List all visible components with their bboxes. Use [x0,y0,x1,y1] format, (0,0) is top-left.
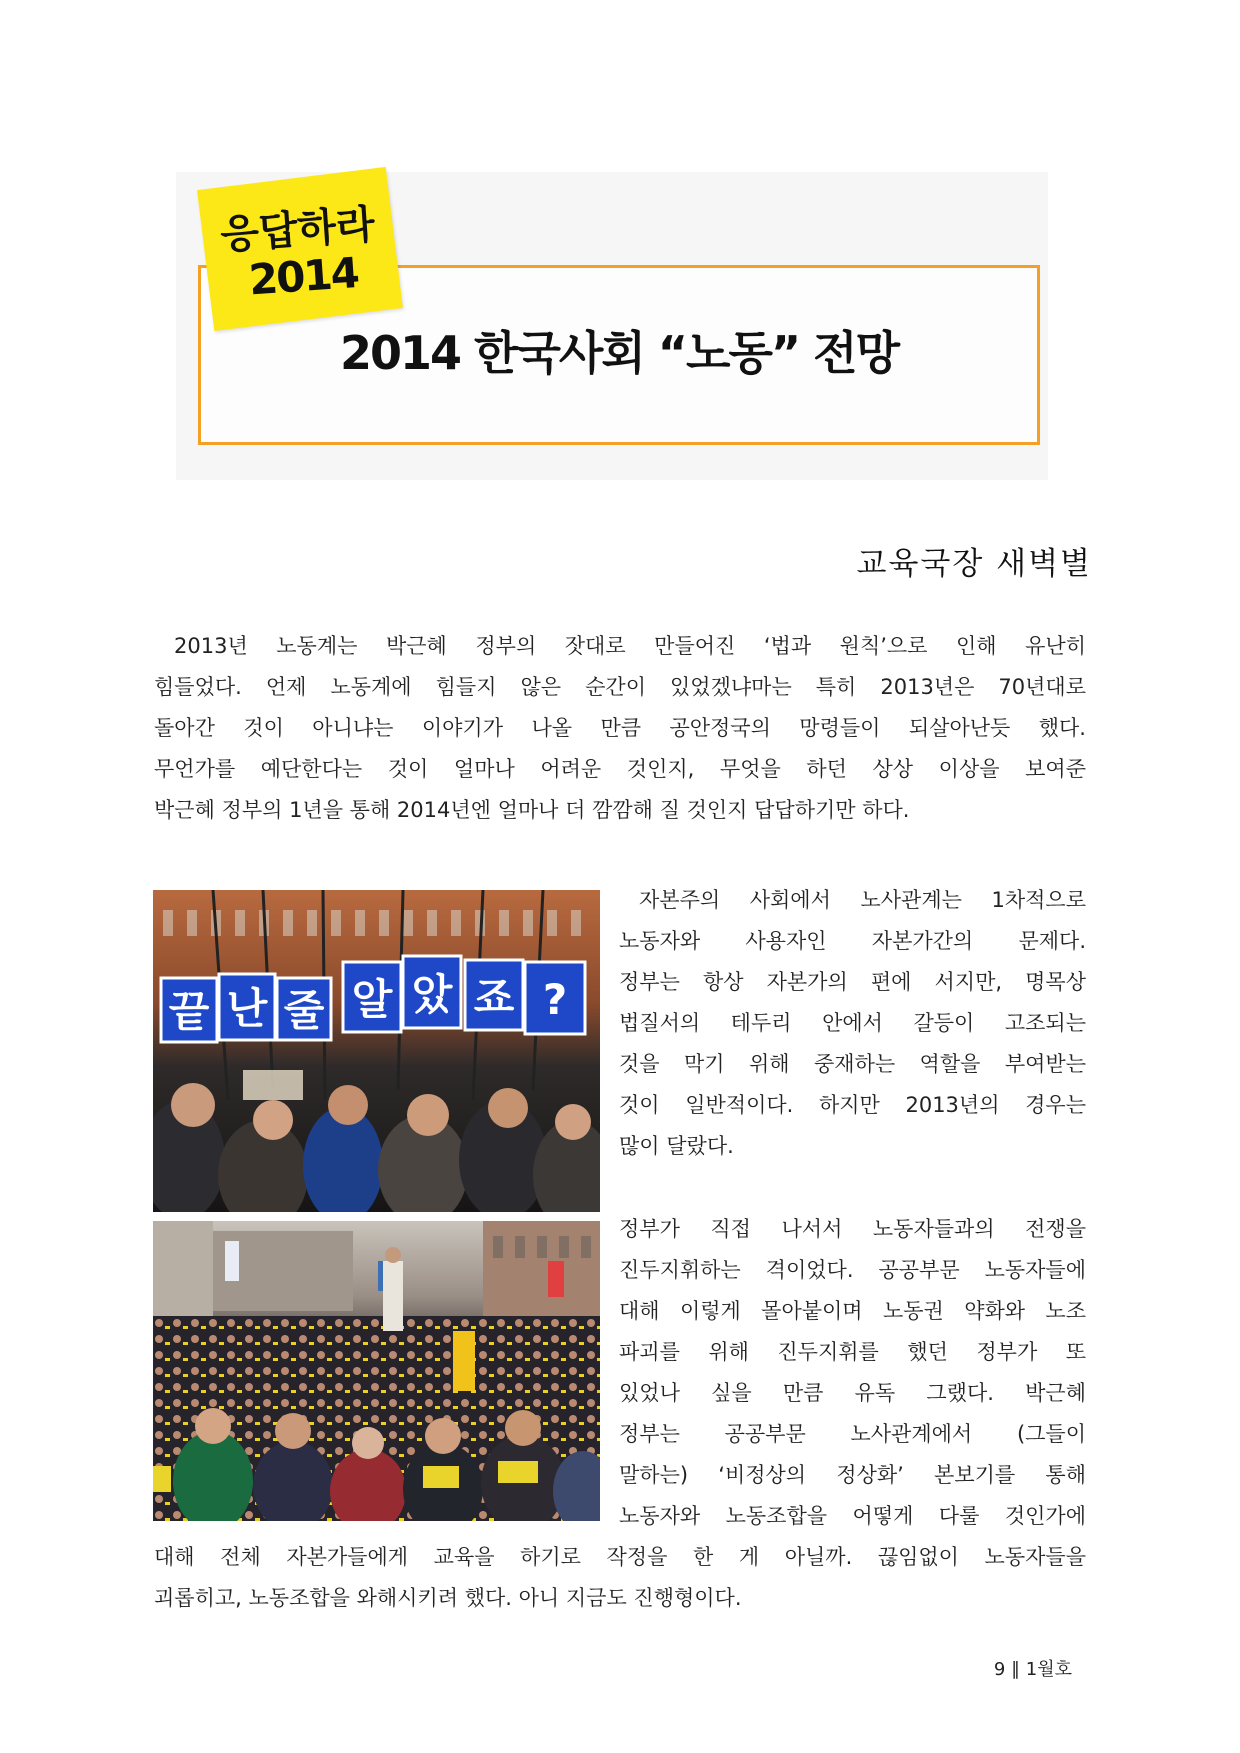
text-line: 것을 막기 위해 중재하는 역할을 부여받는 [619,1052,1086,1076]
text-line: 정부가 직접 나서서 노동자들과의 전쟁을 [619,1217,1086,1241]
text-line: 노동자와 노동조합을 어떻게 다룰 것인가에 [619,1504,1086,1528]
section-tag-line1: 응답하라 [218,201,377,259]
text-line: 2013년 노동계는 박근혜 정부의 잣대로 만들어진 ‘법과 원칙’으로 인해 유난히 [174,634,1086,658]
page-number: 9 [993,1659,1006,1680]
paragraph-1 [154,626,1086,831]
protest-photo-crowd-image [153,1221,600,1521]
sign-char: 난 [226,984,268,1033]
text-line: 있었나 싶을 만큼 유독 그랬다. 박근혜 [619,1381,1086,1405]
text-line: 법질서의 테두리 안에서 갈등이 고조되는 [619,1011,1086,1035]
text-line: 노동자와 사용자인 자본가간의 문제다. [619,929,1086,953]
text-line: 정부는 공공부문 노사관계에서 (그들이 [619,1422,1086,1446]
section-tag [197,167,403,331]
paragraph-4 [154,1537,1086,1619]
sign-char: 알 [351,975,393,1024]
article-title: 2014 한국사회 “노동” 전망 [339,326,899,380]
sign-char: 끝 [168,987,210,1036]
text-line: 말하는) ‘비정상의 정상화’ 본보기를 통해 [619,1463,1086,1487]
protest-photo-signs-image [153,890,600,1212]
text-line: 진두지휘하는 격이었다. 공공부문 노동자들에 [619,1258,1086,1282]
protest-photo-crowd [153,1221,600,1521]
page-footer [994,1655,1072,1681]
text-line: 파괴를 위해 진두지휘를 했던 정부가 또 [619,1340,1086,1364]
text-line: 괴롭히고, 노동조합을 와해시키려 했다. 아니 지금도 진행형이다. [154,1586,742,1610]
sign-char: 았 [411,970,453,1019]
text-line: 자본주의 사회에서 노사관계는 1차적으로 [639,888,1086,912]
text-line: 정부는 항상 자본가의 편에 서지만, 명목상 [619,970,1086,994]
sign-char: 죠 [473,973,515,1022]
byline: 교육국장 새벽별 [856,546,1092,582]
text-line: 힘들었다. 언제 노동계에 힘들지 않은 순간이 있었겠냐마는 특히 2013년은 70년대로 [154,675,1086,699]
section-tag-line2: 2014 [247,248,360,305]
paragraph-3 [619,1209,1086,1537]
text-line: 많이 달랐다. [619,1134,734,1158]
sign-char: ? [542,975,568,1024]
sign-char: 줄 [283,986,325,1035]
protest-photo-signs [153,890,600,1212]
text-line: 것이 일반적이다. 하지만 2013년의 경우는 [619,1093,1086,1117]
issue-label: 1월호 [1025,1659,1072,1680]
text-line: 대해 이렇게 몰아붙이며 노동권 약화와 노조 [619,1299,1086,1323]
text-line: 대해 전체 자본가들에게 교육을 하기로 작정을 한 게 아닐까. 끊임없이 노동자들을 [154,1545,1086,1569]
paragraph-2 [619,880,1086,1167]
text-line: 무언가를 예단한다는 것이 얼마나 어려운 것인지, 무엇을 하던 상상 이상을 보여준 [154,757,1086,781]
footer-separator: ∥ [1011,1659,1021,1680]
text-line: 돌아간 것이 아니냐는 이야기가 나올 만큼 공안정국의 망령들이 되살아난듯 했다. [154,716,1086,740]
text-line: 박근혜 정부의 1년을 통해 2014년엔 얼마나 더 깜깜해 질 것인지 답답하기만 하다. [154,798,910,822]
